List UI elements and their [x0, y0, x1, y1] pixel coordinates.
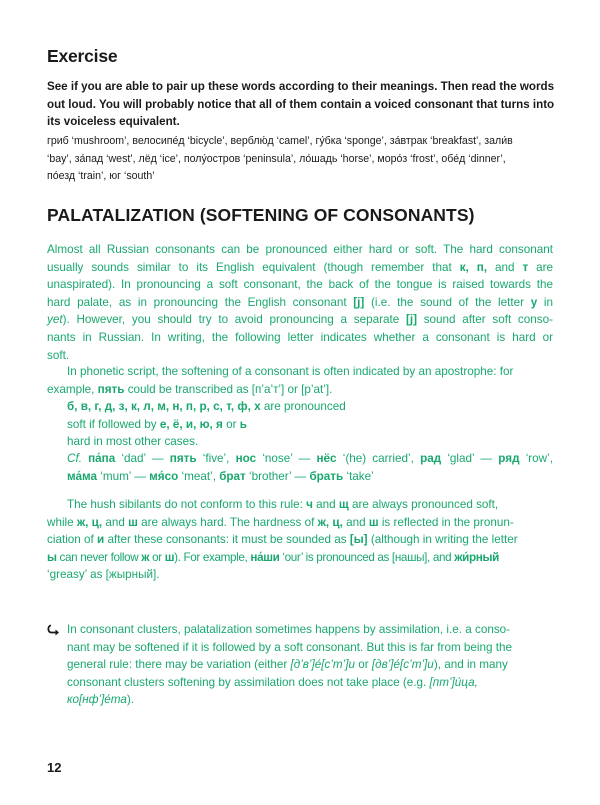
text-span: are always pronounced soft,: [348, 498, 499, 511]
instruction-line: its voiceless equivalent.: [47, 115, 180, 128]
section-title: PALATALIZATION (SOFTENING OF CONSONANTS): [47, 205, 475, 225]
text-span: after these consonants: it must be sounded as: [104, 533, 350, 547]
cyrillic-word: рад: [420, 452, 442, 465]
text-span: ciation of: [47, 533, 98, 547]
text-span: ‘our’ is pronounced as [нашы], and: [279, 550, 455, 564]
gloss: ‘brother’ —: [245, 469, 310, 483]
text-span: ).: [126, 693, 135, 707]
gloss: ‘mum’ —: [96, 469, 150, 483]
text-span: and: [487, 260, 523, 274]
text-span: in: [537, 295, 553, 309]
cyrillic-letters: ж, ц,: [317, 515, 343, 529]
transcription: [пт’]и́ца,: [429, 675, 478, 689]
text-span: usually sounds similar to its English equivalent (though remember that: [47, 260, 460, 274]
cyrillic-word: мя́со: [149, 469, 179, 483]
text-line: In consonant clusters, palatalization sometimes happens by assimilation, i.e. a conso-: [67, 623, 511, 636]
cyrillic-word: нёс: [316, 452, 337, 465]
paragraph-phonetic-script: [47, 363, 553, 398]
cyrillic-letter: ш: [368, 515, 379, 529]
text-line: [47, 311, 553, 329]
text-line: [47, 259, 553, 277]
cyrillic-letters: к, п,: [459, 260, 488, 274]
cyrillic-word: ма́ма: [67, 469, 97, 483]
exercise-title: Exercise: [47, 46, 118, 66]
transcription: ко[нф’]е́та: [67, 693, 127, 707]
gloss: ‘dad’ —: [115, 452, 170, 465]
note-assimilation: [67, 621, 553, 709]
text-span: ). For example,: [174, 550, 251, 564]
example-line: [67, 468, 553, 486]
phonetic-symbol: [j]: [405, 313, 417, 327]
text-line: unaspirated). In pronouncing a soft consonant, the back of the tongue is raised towards the: [47, 278, 553, 292]
vowel-list: е, ё, и, ю, я: [159, 417, 223, 431]
transcription: [д’в’]е́[с’т’]и: [290, 658, 355, 672]
letter-example: y: [530, 295, 538, 309]
cyrillic-word: на́ши: [250, 550, 280, 564]
text-span: while: [47, 515, 77, 529]
cyrillic-letter: щ: [338, 498, 349, 511]
text-span: are always hard. The hardness of: [137, 515, 318, 529]
text-span: soft if followed by: [67, 417, 160, 431]
paragraph-hush-sibilants: [47, 496, 553, 584]
text-span: and: [342, 515, 369, 529]
text-span: general rule: there may be variation (either: [67, 658, 291, 672]
text-line: nant may be softened if it is followed by a soft consonant. But this is far from being the: [67, 640, 513, 654]
cyrillic-word: ряд: [498, 452, 520, 465]
text-span: sound after soft conso-: [416, 313, 553, 327]
gloss: ‘glad’ —: [441, 452, 499, 465]
gloss: ‘row’,: [519, 452, 553, 465]
cyrillic-word: брать: [309, 469, 344, 483]
text-line: ‘greasy’ as [жырный].: [47, 568, 160, 582]
cyrillic-letter: ш: [164, 550, 175, 564]
text-line: Almost all Russian consonants can be pronounced either hard or soft. The hard consonant: [47, 243, 553, 256]
gloss: ‘five’,: [196, 452, 236, 465]
cyrillic-word: пять: [97, 382, 125, 396]
text-line: [47, 531, 553, 549]
text-span: consonant clusters softening by assimilation does not take place (e.g.: [67, 675, 430, 689]
phonetic-symbol: [j]: [353, 295, 365, 309]
cyrillic-letter: ш: [128, 515, 138, 529]
cyrillic-word: жи́рный: [454, 550, 499, 564]
text-span: The hush sibilants do not conform to this rule:: [67, 498, 307, 511]
word-list-line: ‘bay’, за́пад ‘west’, лёд ‘ice’, полу́остров ‘peninsula’, ло́шадь ‘horse’, моро́з ‘frost’, обе́д ‘dinner’,: [47, 152, 506, 165]
text-line: [47, 381, 553, 399]
page-number: 12: [47, 760, 62, 775]
english-word: yet: [47, 313, 63, 327]
comparison-examples: [67, 450, 553, 485]
cyrillic-letter: и: [97, 533, 105, 547]
text-span: could be transcribed as [п’а’т’] or [р’аt’].: [124, 382, 333, 396]
example-line: [67, 450, 553, 468]
text-span: or: [355, 658, 372, 672]
text-line: nants in Russian. In writing, the following letter indicates whether a consonant is hard or: [47, 330, 553, 344]
text-span: and: [312, 498, 339, 511]
text-span: are: [528, 260, 554, 274]
paragraph-palatalization-intro: [47, 241, 553, 364]
text-line: [47, 496, 553, 514]
rule-line: [67, 398, 553, 416]
cyrillic-letter: ы: [47, 550, 57, 564]
gloss: ‘nose’ —: [256, 452, 317, 465]
exercise-instruction: [47, 78, 557, 131]
text-span: can never follow: [56, 550, 142, 564]
text-line: [47, 514, 553, 532]
text-line: soft.: [47, 348, 70, 362]
cyrillic-letter: т: [522, 260, 529, 274]
gloss: ‘meat’,: [178, 469, 220, 483]
transcription: [дв’]е́[с’т’]и: [371, 658, 434, 672]
rule-line: [67, 416, 553, 434]
text-span: example,: [47, 382, 98, 396]
text-line: [67, 656, 553, 674]
text-span: or: [222, 417, 240, 431]
text-line: [67, 691, 553, 709]
phonetic-symbol: [ы]: [349, 533, 368, 547]
text-span: ). However, you should try to avoid pronouncing a separate: [62, 313, 406, 327]
text-line: In phonetic script, the softening of a consonant is often indicated by an apostrophe: for: [67, 365, 514, 378]
cyrillic-letters: ж, ц,: [76, 515, 103, 529]
text-span: is reflected in the pronun-: [378, 515, 514, 529]
text-span: and: [102, 515, 129, 529]
cyrillic-letter: ч: [306, 498, 313, 511]
text-span: are pronounced: [260, 400, 346, 413]
instruction-line: See if you are able to pair up these words according to their meanings. Then read the words: [47, 80, 555, 93]
text-line: [67, 674, 553, 692]
word-list-line: гриб ‘mushroom’, велосипе́д ‘bicycle’, верблю́д ‘camel’, гу́бка ‘sponge’, за́втрак ‘breakfast’, зали́в: [47, 135, 513, 147]
softening-rule: [67, 398, 553, 451]
instruction-line: out loud. You will probably notice that all of them contain a voiced consonant that turns into: [47, 97, 555, 111]
text-line: [47, 294, 553, 312]
text-span: or: [149, 550, 165, 564]
cyrillic-word: нос: [235, 452, 257, 465]
text-line: [47, 549, 553, 567]
cyrillic-letter: ж: [141, 550, 150, 564]
text-span: ), and in many: [433, 658, 508, 672]
text-span: (i.e. the sound of the letter: [364, 295, 531, 309]
gloss: ‘take’: [343, 469, 374, 483]
cyrillic-word: брат: [219, 469, 246, 483]
consonant-list: б, в, г, д, з, к, л, м, н, п, р, с, т, ф, х: [67, 400, 261, 413]
soft-sign: ь: [239, 417, 247, 431]
cyrillic-word: па́па: [88, 452, 116, 465]
text-span: hard palate, as in pronouncing the English consonant: [47, 295, 354, 309]
arrow-hook-icon: [47, 624, 61, 638]
word-list-line: по́езд ‘train’, юг ‘south’: [47, 170, 155, 182]
rule-line: hard in most other cases.: [67, 435, 199, 449]
cyrillic-word: пять: [169, 452, 197, 465]
text-span: Cf.: [67, 452, 89, 465]
gloss: ‘(he) carried’,: [336, 452, 421, 465]
text-span: (although in writing the letter: [367, 533, 518, 547]
exercise-word-list: [47, 133, 562, 186]
